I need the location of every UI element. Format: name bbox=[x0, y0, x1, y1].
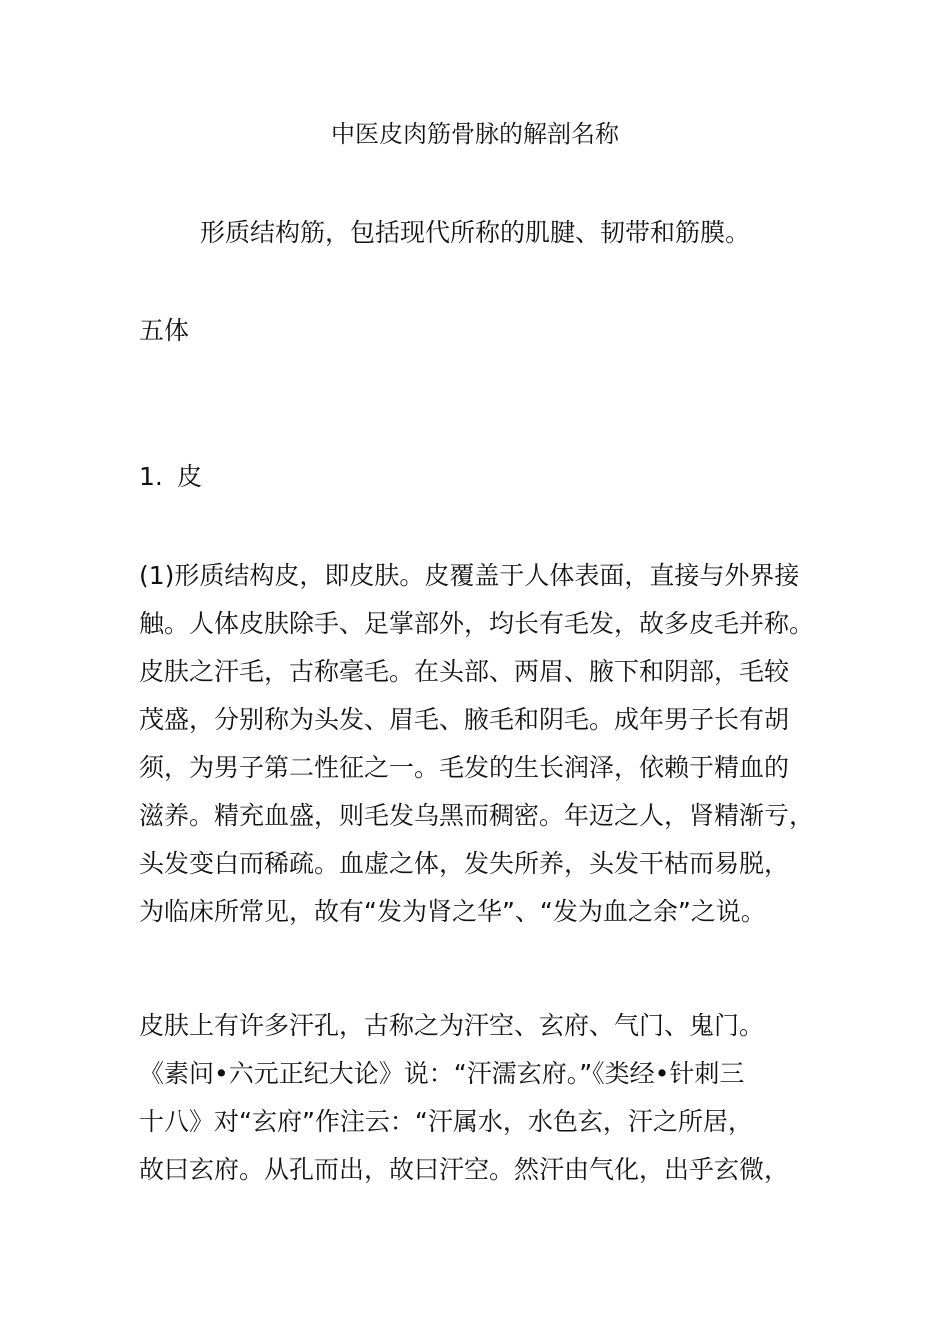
section-heading: 五体 bbox=[139, 316, 190, 345]
paragraph-line: 《素问•六元正纪大论》说：“汗濡玄府。”《类经•针刺三 bbox=[139, 1059, 745, 1088]
paragraph-line: (1)形质结构皮，即皮肤。皮覆盖于人体表面，直接与外界接 bbox=[139, 561, 800, 590]
paragraph-line: 茂盛，分别称为头发、眉毛、腋毛和阴毛。成年男子长有胡 bbox=[139, 705, 790, 734]
document-subtitle: 形质结构筋，包括现代所称的肌腱、韧带和筋膜。 bbox=[199, 218, 750, 247]
subsection-label: 皮 bbox=[177, 462, 203, 491]
paragraph-line: 故曰玄府。从孔而出，故曰汗空。然汗由气化，出乎玄微， bbox=[139, 1155, 790, 1184]
document-title: 中医皮肉筋骨脉的解剖名称 bbox=[331, 120, 619, 148]
paragraph-line: 头发变白而稀疏。血虚之体，发失所养，头发干枯而易脱， bbox=[139, 849, 790, 878]
paragraph-line: 须，为男子第二性征之一。毛发的生长润泽，依赖于精血的 bbox=[139, 753, 790, 782]
paragraph-sweat-pores bbox=[139, 1002, 839, 1194]
paragraph-line: 为临床所常见，故有“发为肾之华”、“发为血之余”之说。 bbox=[139, 897, 766, 926]
paragraph-line: 滋养。精充血盛，则毛发乌黑而稠密。年迈之人，肾精渐亏， bbox=[139, 801, 815, 830]
subsection-number: 1. bbox=[139, 462, 163, 491]
paragraph-line: 触。人体皮肤除手、足掌部外，均长有毛发，故多皮毛并称。 bbox=[139, 609, 815, 638]
paragraph-skin-structure bbox=[139, 552, 839, 936]
paragraph-line: 十八》对“玄府”作注云：“汗属水，水色玄，汗之所居， bbox=[139, 1107, 753, 1136]
paragraph-line: 皮肤上有许多汗孔，古称之为汗空、玄府、气门、鬼门。 bbox=[139, 1011, 765, 1040]
subsection-heading bbox=[139, 458, 202, 496]
paragraph-line: 皮肤之汗毛，古称毫毛。在头部、两眉、腋下和阴部，毛较 bbox=[139, 657, 790, 686]
